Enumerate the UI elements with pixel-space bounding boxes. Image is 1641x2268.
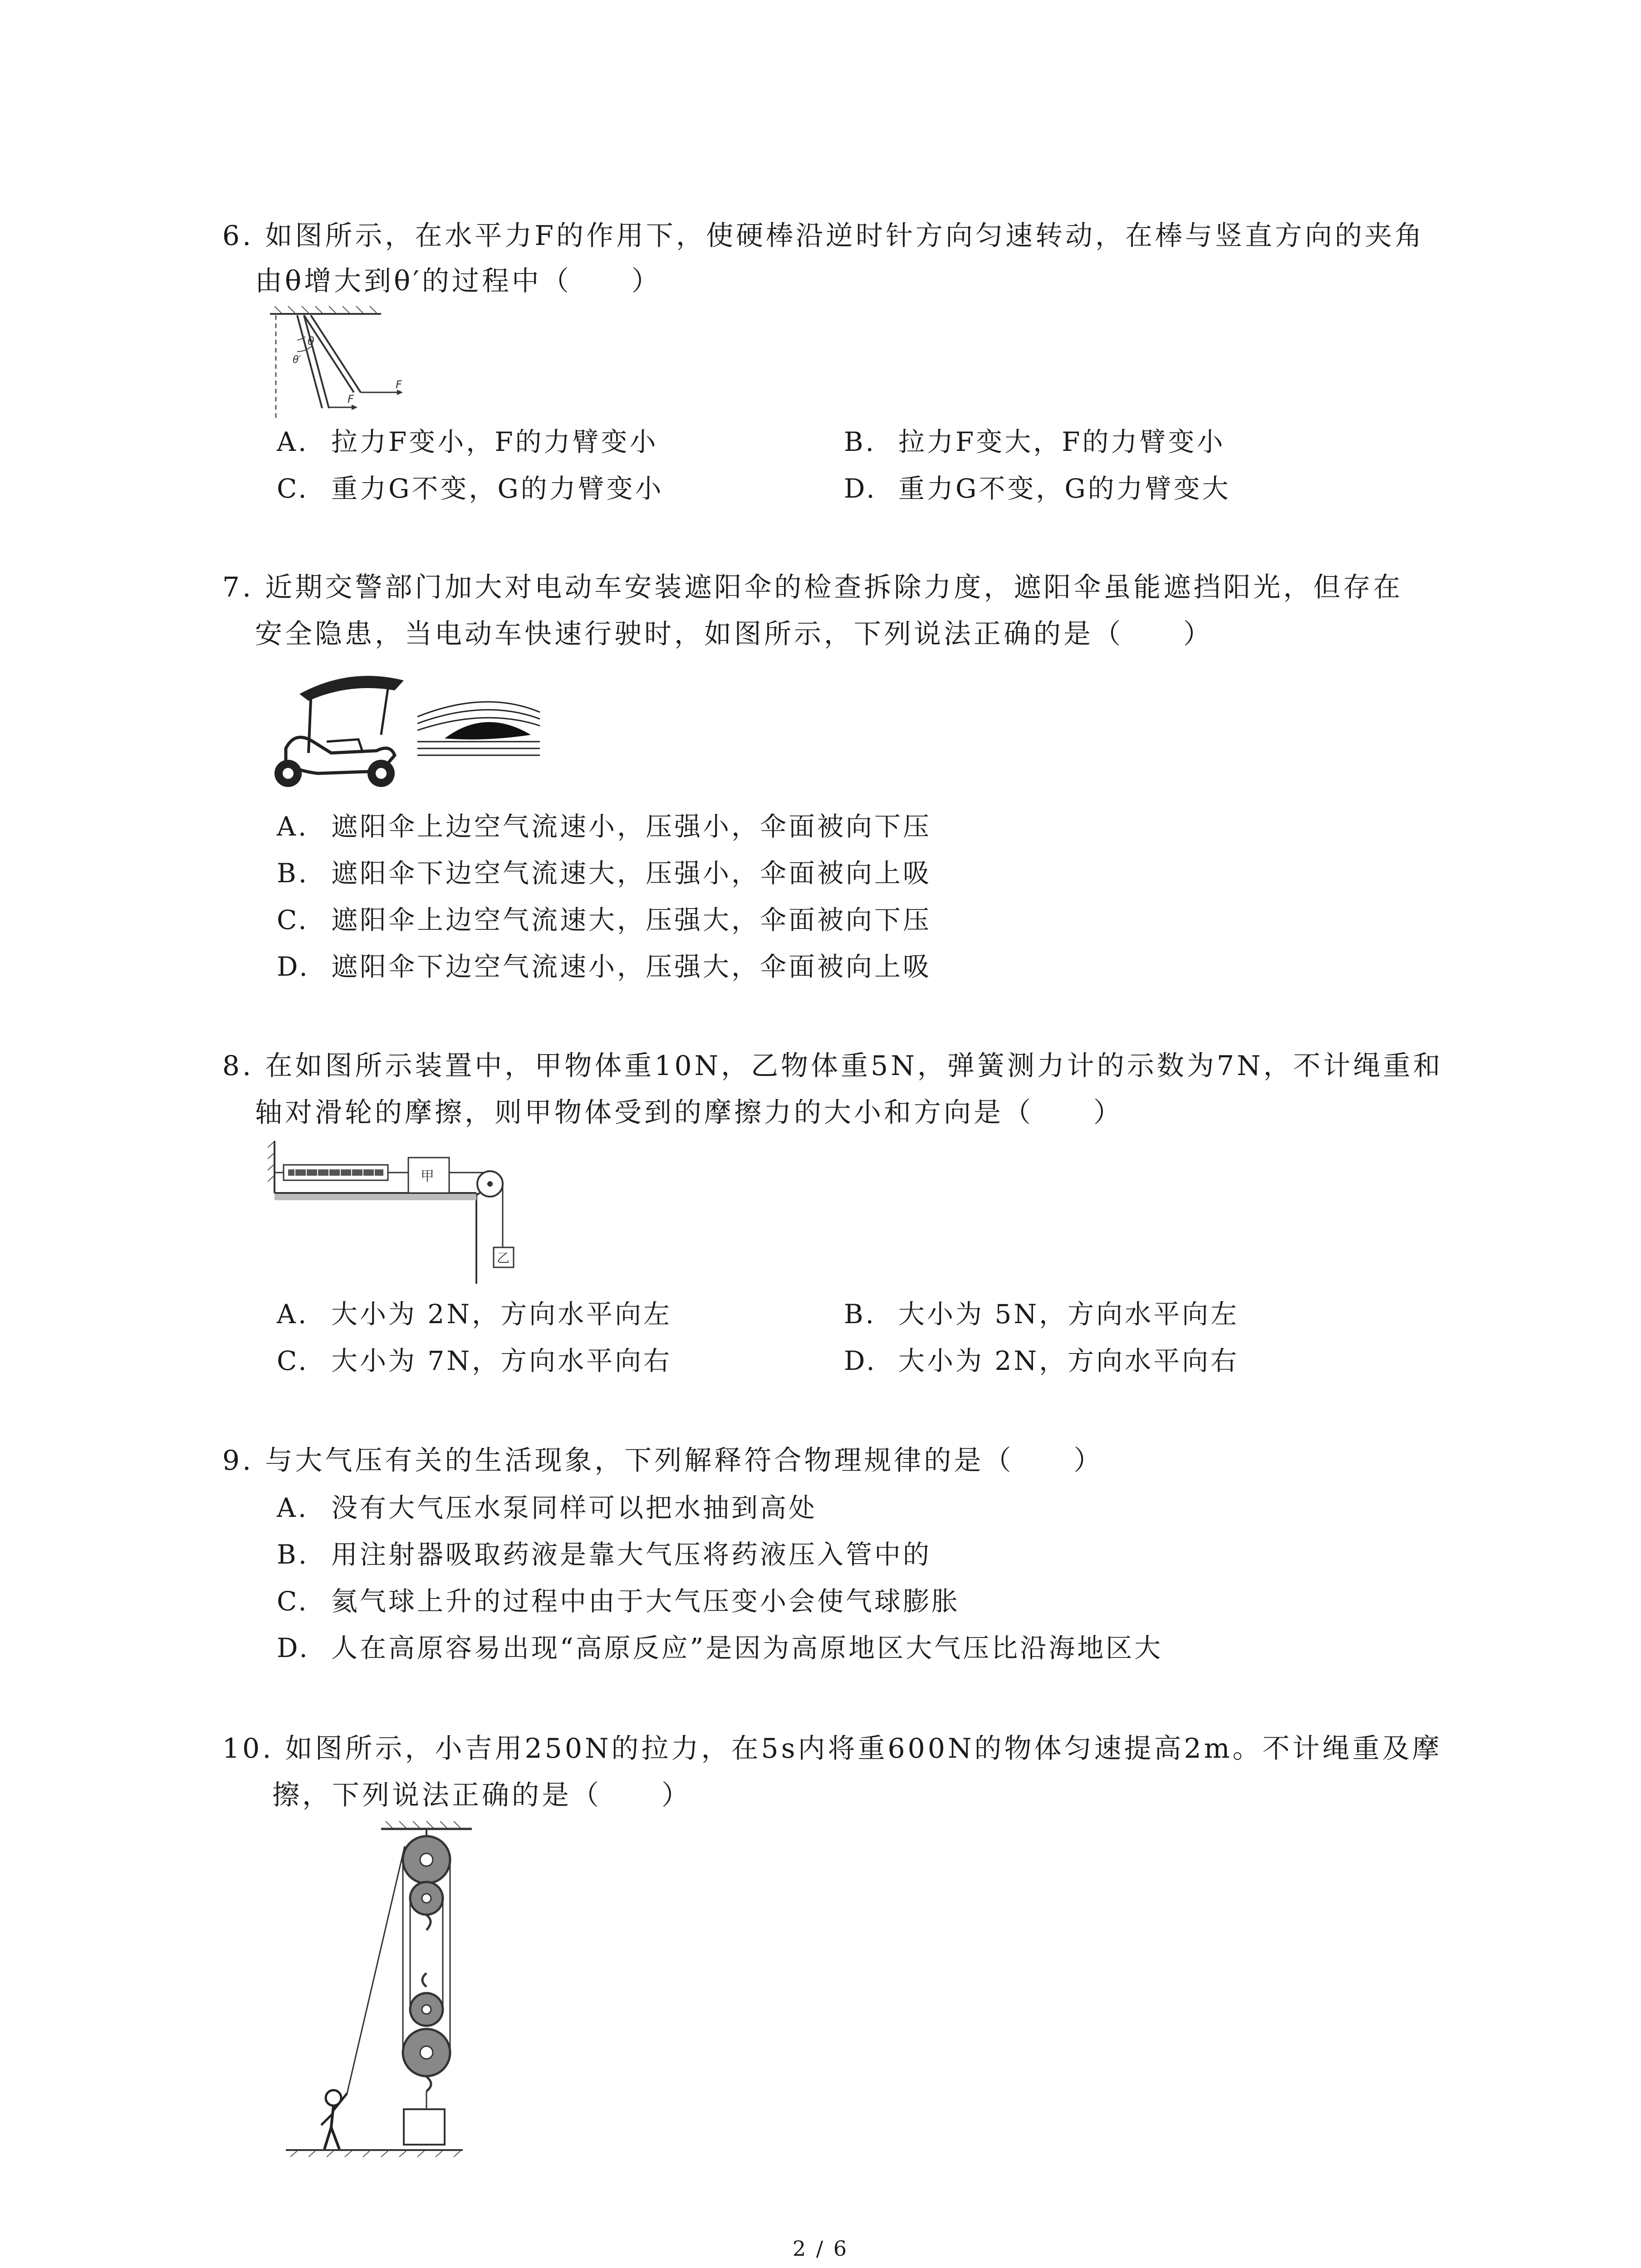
option-letter: C. <box>277 904 309 935</box>
option-text: 遮阳伞下边空气流速大，压强小，伞面被向上吸 <box>331 858 932 889</box>
option-letter: D. <box>277 951 310 982</box>
q9-stem-line-1 <box>222 1447 1103 1474</box>
q9-option-b <box>277 1541 931 1568</box>
block-jia-label: 甲 <box>421 1168 434 1184</box>
q7-option-d <box>277 953 931 980</box>
option-text: 用注射器吸取药液是靠大气压将药液压入管中的 <box>331 1539 932 1570</box>
angle-theta-label: θ <box>308 335 314 347</box>
q10-stem-line-2: 擦，下列说法正确的是（ ） <box>272 1779 691 1811</box>
q6-stem-text-1: 如图所示，在水平力F的作用下，使硬棒沿逆时针方向匀速转动，在棒与竖直方向的夹角 <box>265 220 1425 252</box>
q8-option-a <box>277 1299 672 1330</box>
q7-option-a <box>277 813 931 840</box>
q10-stem-line-1 <box>222 1733 1442 1765</box>
option-text: 拉力F变大，F的力臂变小 <box>898 426 1225 457</box>
q6-stem-line-2: 由θ增大到θ′的过程中（ ） <box>255 265 661 297</box>
q6-option-d <box>844 475 1231 502</box>
option-text: 大小为 7N，方向水平向右 <box>331 1345 672 1376</box>
force-label-2: F <box>396 378 402 391</box>
option-letter: B. <box>844 426 877 457</box>
spring-scale-pulley-figure <box>268 1139 540 1288</box>
option-letter: C. <box>277 473 309 504</box>
q6-option-b <box>844 426 1225 457</box>
q7-number: 7. <box>222 572 254 603</box>
q7-option-c <box>277 904 932 935</box>
q7-option-b <box>277 858 932 889</box>
q9-number: 9. <box>222 1445 254 1476</box>
option-letter: A. <box>277 1492 309 1523</box>
option-letter: C. <box>277 1586 309 1617</box>
rod-rotation-figure <box>268 304 431 422</box>
q9-option-c <box>277 1586 960 1617</box>
q10-number: 10. <box>222 1733 274 1765</box>
q7-stem-line-2: 安全隐患，当电动车快速行驶时，如图所示，下列说法正确的是（ ） <box>255 618 1213 650</box>
option-letter: A. <box>277 1299 309 1330</box>
q9-option-d <box>277 1635 1163 1661</box>
option-text: 氦气球上升的过程中由于大气压变小会使气球膨胀 <box>331 1586 960 1617</box>
option-letter: D. <box>844 1345 877 1376</box>
option-text: 遮阳伞下边空气流速小，压强大，伞面被向上吸 <box>331 951 932 982</box>
option-letter: B. <box>277 858 309 889</box>
option-text: 大小为 2N，方向水平向左 <box>331 1299 672 1330</box>
option-text: 大小为 5N，方向水平向左 <box>898 1299 1239 1330</box>
q9-option-a <box>277 1492 818 1523</box>
scooter-umbrella-figure <box>268 662 567 798</box>
option-text: 人在高原容易出现“高原反应”是因为高原地区大气压比沿海地区大 <box>331 1633 1163 1663</box>
q8-stem-line-2: 轴对滑轮的摩擦，则甲物体受到的摩擦力的大小和方向是（ ） <box>255 1097 1123 1129</box>
option-text: 没有大气压水泵同样可以把水抽到高处 <box>331 1492 818 1523</box>
angle-theta-prime-label: θ′ <box>293 354 301 366</box>
pulley-block-figure <box>272 1819 508 2164</box>
option-text: 遮阳伞上边空气流速大，压强大，伞面被向下压 <box>331 904 932 935</box>
q8-option-c <box>277 1345 672 1376</box>
option-letter: A. <box>277 426 309 457</box>
q6-option-a <box>277 426 658 457</box>
option-text: 拉力F变小，F的力臂变小 <box>331 426 658 457</box>
block-yi-label: 乙 <box>497 1251 510 1266</box>
option-letter: C. <box>277 1345 309 1376</box>
q9-stem-text-1: 与大气压有关的生活现象，下列解释符合物理规律的是（ ） <box>265 1445 1104 1476</box>
option-text: 大小为 2N，方向水平向右 <box>898 1345 1239 1376</box>
option-text: 重力G不变，G的力臂变小 <box>331 473 664 504</box>
q6-option-c <box>277 475 664 502</box>
q6-stem-line-1 <box>222 220 1425 252</box>
q10-stem-text-1: 如图所示，小吉用250N的拉力，在5s内将重600N的物体匀速提高2m。不计绳重及摩 <box>285 1733 1442 1765</box>
option-letter: B. <box>844 1299 877 1330</box>
page-number: 2 / 6 <box>792 2236 849 2261</box>
option-letter: D. <box>277 1633 310 1663</box>
option-text: 遮阳伞上边空气流速小，压强小，伞面被向下压 <box>331 811 932 842</box>
q6-number: 6. <box>222 220 254 252</box>
option-letter: A. <box>277 811 309 842</box>
q8-option-b <box>844 1299 1239 1330</box>
option-letter: D. <box>844 473 877 504</box>
force-label-1: F <box>348 393 354 406</box>
q7-stem-line-1 <box>222 574 1403 601</box>
q7-stem-text-1: 近期交警部门加大对电动车安装遮阳伞的检查拆除力度，遮阳伞虽能遮挡阳光，但存在 <box>265 572 1403 603</box>
option-letter: B. <box>277 1539 309 1570</box>
q8-option-d <box>844 1345 1239 1376</box>
q8-number: 8. <box>222 1050 254 1082</box>
option-text: 重力G不变，G的力臂变大 <box>898 473 1231 504</box>
q8-stem-line-1 <box>222 1052 1443 1080</box>
q8-stem-text-1: 在如图所示装置中，甲物体重10N，乙物体重5N，弹簧测力计的示数为7N，不计绳重和 <box>265 1050 1443 1082</box>
